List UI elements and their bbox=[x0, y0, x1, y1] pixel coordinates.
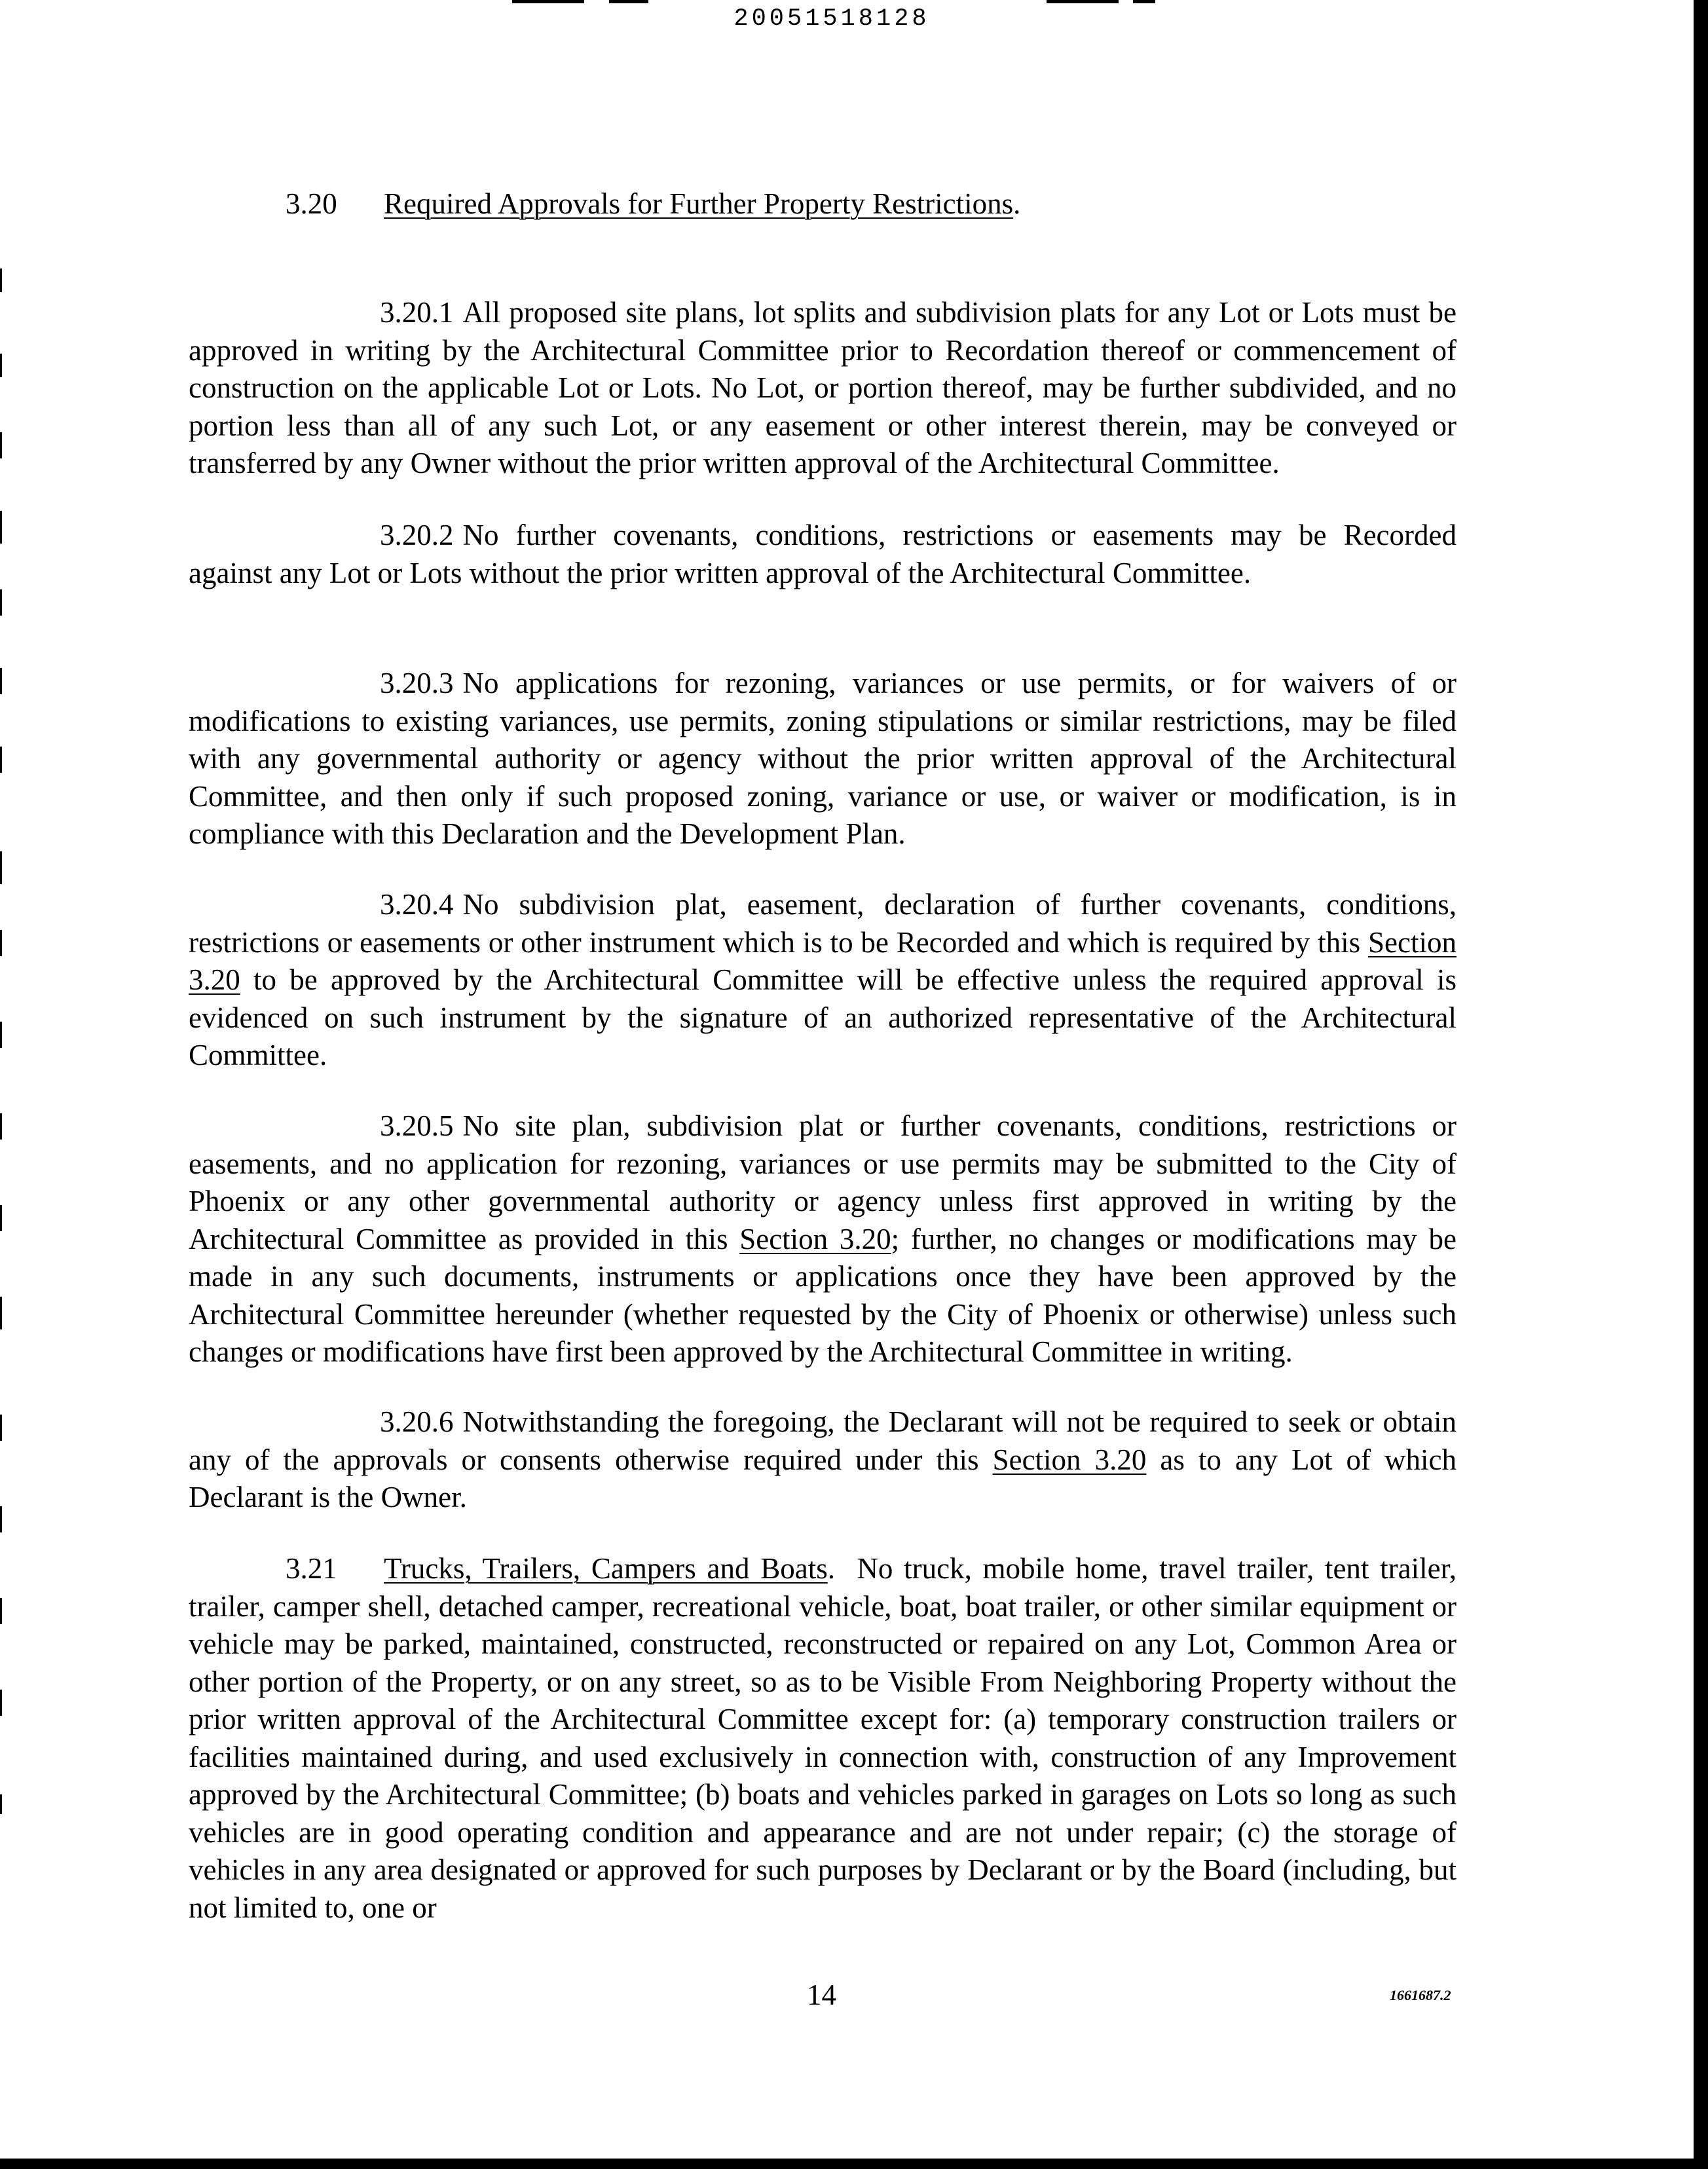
page-number: 14 bbox=[807, 1978, 836, 2011]
section-number: 3.20 bbox=[286, 187, 337, 220]
paragraph-text: Notwithstanding the foregoing, the Declarant will not be required to seek or obtain any of the approvals or consents otherwise required under this bbox=[189, 1405, 1457, 1476]
section-title-suffix: . bbox=[827, 1552, 835, 1585]
paragraph-text: All proposed site plans, lot splits and subdivision plats for any Lot or Lots must be approved in writing by the Architectural Committee prior to Recordation thereof or commencement of construction on the applicable Lot or Lots. No Lot, or portion thereof, may be further subdivided, and no portion less than all of any such Lot, or any easement or other interest therein, may be conveyed or transferred by any Owner without the prior written approval of the Architectural Committee. bbox=[189, 296, 1457, 479]
scan-edge-tick bbox=[0, 747, 2, 773]
paragraph-3-20-5 bbox=[189, 1107, 1457, 1371]
scan-edge-tick bbox=[0, 1690, 2, 1716]
section-number: 3.21 bbox=[286, 1552, 337, 1585]
scan-edge-tick bbox=[0, 1297, 2, 1329]
scan-edge-tick bbox=[0, 930, 2, 956]
paragraph-text: No applications for rezoning, variances or use permits, or for waivers of or modifications to existing variances, use permits, zoning stipulations or similar restrictions, may be filed with any governmental authority or agency without the prior written approval of the Architectural Committee, and then only if such proposed zoning, variance or use, or waiver or modification, is in compliance with this Declaration and the Development Plan. bbox=[189, 667, 1457, 850]
scan-artifact-dash bbox=[1047, 0, 1119, 3]
scan-edge-tick bbox=[0, 1794, 2, 1814]
scan-artifact-dash bbox=[512, 0, 584, 3]
scan-artifact-dash bbox=[609, 0, 648, 3]
scan-edge-tick bbox=[0, 432, 2, 458]
recording-number: 20051518128 bbox=[733, 5, 930, 33]
scan-edge-tick bbox=[0, 354, 2, 377]
scan-edge-tick bbox=[0, 269, 2, 292]
section-reference: Section 3.20 bbox=[739, 1222, 891, 1255]
paragraph-number: 3.20.5 bbox=[380, 1109, 454, 1142]
paragraph-3-20-6 bbox=[189, 1403, 1457, 1517]
paragraph-text: ; further, no changes or modifications may be made in any such documents, instruments or applications once they have been approved by the Architectural Committee hereunder (whether requested by the City of Phoenix or otherwise) unless such changes or modifications have first been approved by the Architectural Committee in writing. bbox=[189, 1222, 1457, 1368]
paragraph-number: 3.20.1 bbox=[380, 296, 454, 329]
paragraph-3-20-3 bbox=[189, 665, 1457, 853]
scan-edge-tick bbox=[0, 511, 2, 544]
section-reference: Section 3.20 bbox=[189, 925, 1457, 996]
scan-edge-tick bbox=[0, 1205, 2, 1231]
scan-edge-tick bbox=[0, 1415, 2, 1441]
paragraph-number: 3.20.2 bbox=[380, 519, 454, 551]
paragraph-text: to be approved by the Architectural Committee will be effective unless the required approval is evidenced on such instrument by the signature of an authorized representative of the Architectural Committee. bbox=[189, 963, 1457, 1071]
paragraph-3-20-4 bbox=[189, 886, 1457, 1075]
scan-edge-tick bbox=[0, 1598, 2, 1624]
section-heading-3-20 bbox=[286, 185, 1020, 223]
paragraph-number: 3.20.4 bbox=[380, 888, 454, 921]
document-id: 1661687.2 bbox=[1390, 1987, 1451, 2003]
scan-artifact-dash bbox=[1133, 0, 1155, 3]
paragraph-text: No truck, mobile home, travel trailer, tent trailer, trailer, camper shell, detached camper, recreational vehicle, boat, boat trailer, or other similar equipment or vehicle may be parked, maintained, constructed, reconstructed or repaired on any Lot, Common Area or other portion of the Property, or on any street, so as to be Visible From Neighboring Property without the prior written approval of the Architectural Committee except for: (a) temporary construction trailers or facilities maintained during, and used exclusively in connection with, construction of any Improvement approved by the Architectural Committee; (b) boats and vehicles parked in garages on Lots so long as such vehicles are in good operating condition and appearance and are not under repair; (c) the storage of vehicles in any area designated or approved for such purposes by Declarant or by the Board (including, but not limited to, one or bbox=[189, 1552, 1457, 1924]
scan-edge-bottom bbox=[0, 2159, 1708, 2169]
scan-edge-tick bbox=[0, 851, 2, 884]
section-reference: Section 3.20 bbox=[992, 1443, 1147, 1476]
paragraph-3-20-2 bbox=[189, 517, 1457, 592]
paragraph-number: 3.20.3 bbox=[380, 667, 454, 699]
scan-edge-tick bbox=[0, 1022, 2, 1048]
paragraph-text: No subdivision plat, easement, declaration of further covenants, conditions, restrictions or easements or other instrument which is to be Recorded and which is required by this bbox=[189, 888, 1457, 959]
scan-edge-tick bbox=[0, 1113, 2, 1140]
paragraph-3-21 bbox=[189, 1550, 1457, 1927]
scan-edge-tick bbox=[0, 1506, 2, 1532]
paragraph-text: No further covenants, conditions, restrictions or easements may be Recorded against any Lot or Lots without the prior written approval of the Architectural Committee. bbox=[189, 519, 1457, 589]
section-title-suffix: . bbox=[1013, 187, 1021, 220]
scan-edge-tick bbox=[0, 668, 2, 694]
paragraph-number: 3.20.6 bbox=[380, 1405, 454, 1438]
scan-edge-right bbox=[1694, 0, 1708, 2169]
paragraph-3-20-1 bbox=[189, 294, 1457, 483]
section-title: Required Approvals for Further Property Restrictions bbox=[384, 187, 1014, 220]
paragraph-text: No site plan, subdivision plat or further covenants, conditions, restrictions or easements, and no application for rezoning, variances or use permits may be submitted to the City of Phoenix or any other governmental authority or agency unless first approved in writing by the Architectural Committee as provided in this bbox=[189, 1109, 1457, 1255]
scan-edge-tick bbox=[0, 589, 2, 616]
paragraph-text: as to any Lot of which Declarant is the Owner. bbox=[189, 1443, 1457, 1513]
section-title: Trucks, Trailers, Campers and Boats bbox=[384, 1552, 828, 1585]
